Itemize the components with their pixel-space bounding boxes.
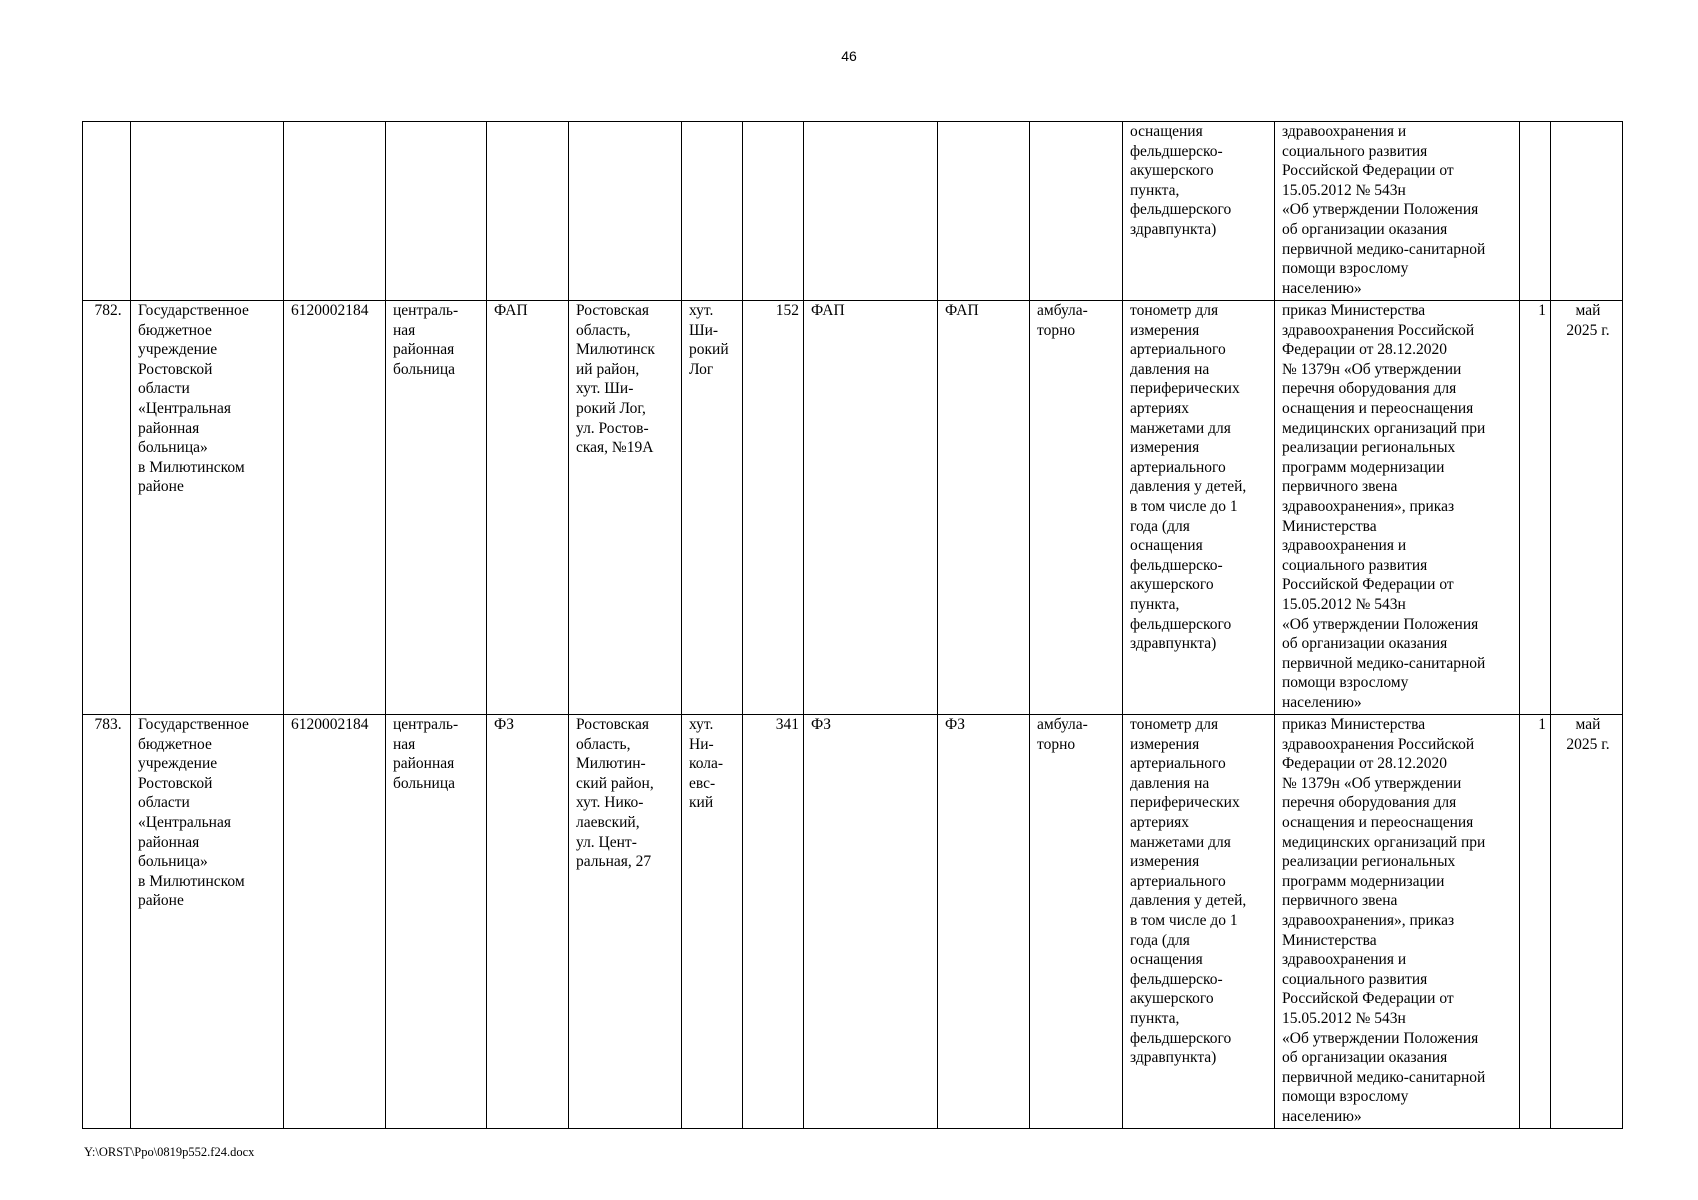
address-cell: Ростовская область, Милютинск ий район, хут. Ши- рокий Лог, ул. Ростов- ская, №19А <box>569 301 682 715</box>
table-row <box>83 301 1623 715</box>
order-cell: приказ Министерства здравоохранения Российской Федерации от 28.12.2020 № 1379н «Об утверждении перечня оборудования для оснащения и переоснащения медицинских организаций при реализации региональных программ модернизации первичного звена здравоохранения», приказ Министерства здравоохранения и социального развития Российской Федерации от 15.05.2012 № 543н «Об утверждении Положения об организации оказания первичной медико-санитарной помощи взрослому населению» <box>1275 715 1520 1129</box>
population-cell: 341 <box>743 715 804 1129</box>
equipment-table <box>82 121 1623 1129</box>
care-type-cell: амбула- торно <box>1030 301 1123 715</box>
unit3-cell: ФЗ <box>938 715 1030 1129</box>
unit2-cell <box>804 122 938 301</box>
order-cell: здравоохранения и социального развития Российской Федерации от 15.05.2012 № 543н «Об утверждении Положения об организации оказания первичной медико-санитарной помощи взрослому населению» <box>1275 122 1520 301</box>
order-cell: приказ Министерства здравоохранения Российской Федерации от 28.12.2020 № 1379н «Об утверждении перечня оборудования для оснащения и переоснащения медицинских организаций при реализации региональных программ модернизации первичного звена здравоохранения», приказ Министерства здравоохранения и социального развития Российской Федерации от 15.05.2012 № 543н «Об утверждении Положения об организации оказания первичной медико-санитарной помощи взрослому населению» <box>1275 301 1520 715</box>
unit-cell: ФАП <box>487 301 569 715</box>
care-type-cell: амбула- торно <box>1030 715 1123 1129</box>
inn-cell <box>284 122 386 301</box>
equipment-cell: тонометр для измерения артериального давления на периферических артериях манжетами для измерения артериального давления у детей, в том числе до 1 года (для оснащения фельдшерско- акушерского пункта, фельдшерского здравпункта) <box>1123 715 1275 1129</box>
count-cell: 1 <box>1520 715 1551 1129</box>
count-cell: 1 <box>1520 301 1551 715</box>
unit2-cell: ФАП <box>804 301 938 715</box>
unit3-cell: ФАП <box>938 301 1030 715</box>
page-number: 46 <box>841 48 857 64</box>
date-cell: май 2025 г. <box>1551 715 1623 1129</box>
unit3-cell <box>938 122 1030 301</box>
row-number <box>83 122 131 301</box>
locality-cell: хут. Ши- рокий Лог <box>682 301 743 715</box>
equipment-cell: оснащения фельдшерско- акушерского пункта, фельдшерского здравпункта) <box>1123 122 1275 301</box>
unit-cell <box>487 122 569 301</box>
row-number: 782. <box>83 301 131 715</box>
file-path-footer: Y:\ORST\Ppo\0819p552.f24.docx <box>84 1145 255 1159</box>
equipment-cell: тонометр для измерения артериального давления на периферических артериях манжетами для измерения артериального давления у детей, в том числе до 1 года (для оснащения фельдшерско- акушерского пункта, фельдшерского здравпункта) <box>1123 301 1275 715</box>
row-number: 783. <box>83 715 131 1129</box>
organization-cell <box>131 122 284 301</box>
unit2-cell: ФЗ <box>804 715 938 1129</box>
address-cell: Ростовская область, Милютин- ский район, хут. Нико- лаевский, ул. Цент- ральная, 27 <box>569 715 682 1129</box>
organization-cell: Государственное бюджетное учреждение Ростовской области «Центральная районная больница» в Милютинском районе <box>131 715 284 1129</box>
population-cell <box>743 122 804 301</box>
date-cell <box>1551 122 1623 301</box>
address-cell <box>569 122 682 301</box>
locality-cell: хут. Ни- кола- евс- кий <box>682 715 743 1129</box>
organization-cell: Государственное бюджетное учреждение Ростовской области «Центральная районная больница» в Милютинском районе <box>131 301 284 715</box>
org-type-cell <box>386 122 487 301</box>
org-type-cell: централь- ная районная больница <box>386 301 487 715</box>
date-cell: май 2025 г. <box>1551 301 1623 715</box>
inn-cell: 6120002184 <box>284 715 386 1129</box>
unit-cell: ФЗ <box>487 715 569 1129</box>
org-type-cell: централь- ная районная больница <box>386 715 487 1129</box>
care-type-cell <box>1030 122 1123 301</box>
table-row <box>83 715 1623 1129</box>
inn-cell: 6120002184 <box>284 301 386 715</box>
locality-cell <box>682 122 743 301</box>
table-row <box>83 122 1623 301</box>
count-cell <box>1520 122 1551 301</box>
population-cell: 152 <box>743 301 804 715</box>
